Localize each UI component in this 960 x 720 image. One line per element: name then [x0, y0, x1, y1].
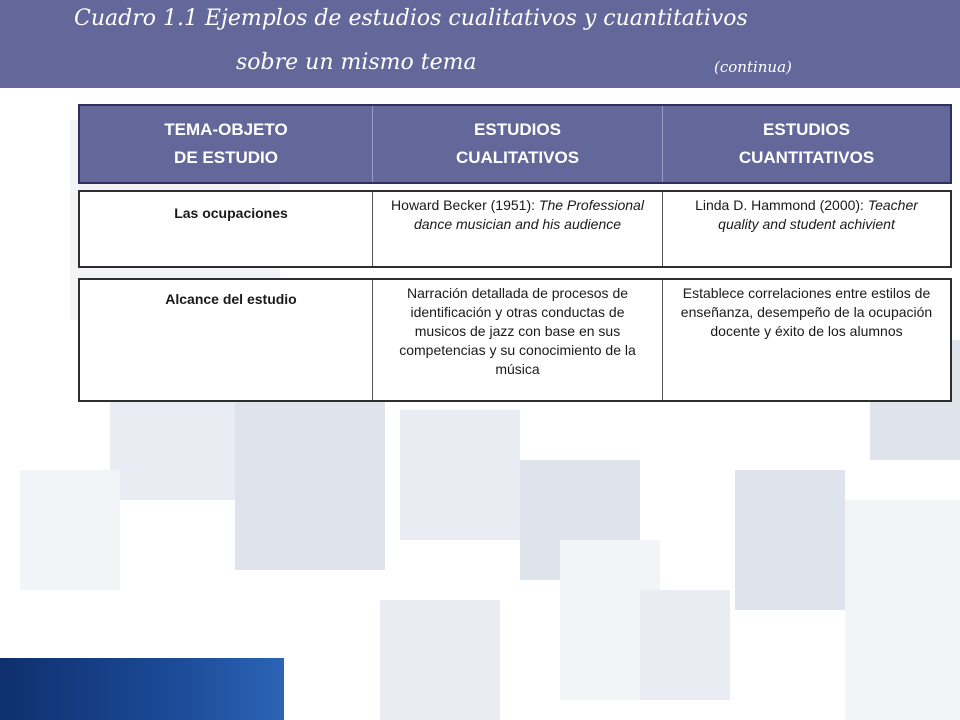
- row-topic: Las ocupaciones: [174, 205, 288, 221]
- table-row: [78, 190, 952, 268]
- title-line-2: sobre un mismo tema: [236, 50, 477, 75]
- table-row: [78, 278, 952, 402]
- row-qualitative-cell: Howard Becker (1951): The Professional dance musician and his audience: [372, 192, 662, 266]
- header-topic: TEMA-OBJETO DE ESTUDIO: [164, 120, 288, 167]
- continuation-note: (continua): [714, 58, 792, 76]
- header-qualitative: ESTUDIOS CUALITATIVOS: [372, 106, 662, 182]
- row-quantitative-cell: Linda D. Hammond (2000): Teacher quality and student achivient: [662, 192, 950, 266]
- title-line-1: Cuadro 1.1 Ejemplos de estudios cualitativos y cuantitativos: [74, 6, 748, 31]
- header-quantitative: ESTUDIOS CUANTITATIVOS: [662, 106, 950, 182]
- bottom-accent-bar: [0, 658, 284, 720]
- row-quantitative-cell: Establece correlaciones entre estilos de enseñanza, desempeño de la ocupación docente y éxito de los alumnos: [662, 280, 950, 400]
- table-header: [78, 104, 952, 184]
- row-qualitative-cell: Narración detallada de procesos de identificación y otras conductas de musicos de jazz con base en sus competencias y su conocimiento de la música: [372, 280, 662, 400]
- row-topic: Alcance del estudio: [165, 291, 297, 307]
- title-banner: [0, 0, 960, 88]
